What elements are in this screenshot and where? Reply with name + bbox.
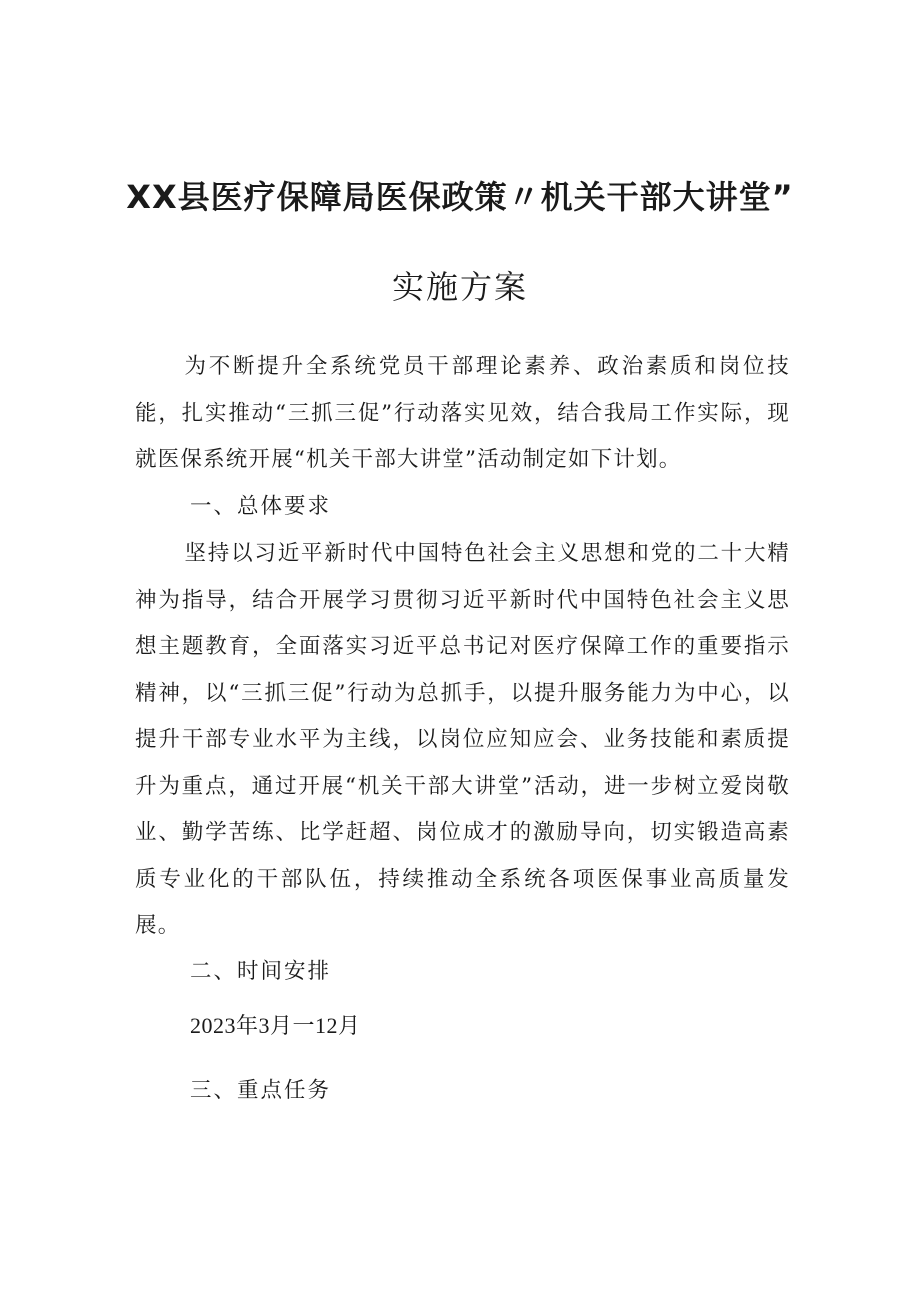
section3-heading: 三、重点任务 [190,1078,332,1103]
section1-heading: 一、总体要求 [190,494,332,519]
section2-heading: 二、时间安排 [190,959,332,984]
section2-date: 2023年3月一12月 [190,1013,361,1038]
document-title-line2: 实施方案 [391,268,528,306]
section1-paragraph: 坚持以习近平新时代中国特色社会主义思想和党的二十大精神为指导，结合开展学习贯彻习近平新时代中国特色社会主义思想主题教育，全面落实习近平总书记对医疗保障工作的重要指示精神，以“三抓三促”行动为总抓手，以提升服务能力为中心，以提升干部专业水平为主线，以岗位应知应会、业务技能和素质提升为重点，通过开展“机关干部大讲堂”活动，进一步树立爱岗敬业、勤学苦练、比学赶超、岗位成才的激励导向，切实锻造高素质专业化的干部队伍，持续推动全系统各项医保事业高质量发展。 [135,541,790,938]
section1-block [135,531,790,950]
document-title-line1: XX县医疗保障局医保政策〃机关干部大讲堂” [126,178,794,216]
intro-block [135,344,790,484]
intro-paragraph: 为不断提升全系统党员干部理论素养、政治素质和岗位技能，扎实推动“三抓三促”行动落实见效，结合我局工作实际，现就医保系统开展“机关干部大讲堂”活动制定如下计划。 [135,354,790,472]
